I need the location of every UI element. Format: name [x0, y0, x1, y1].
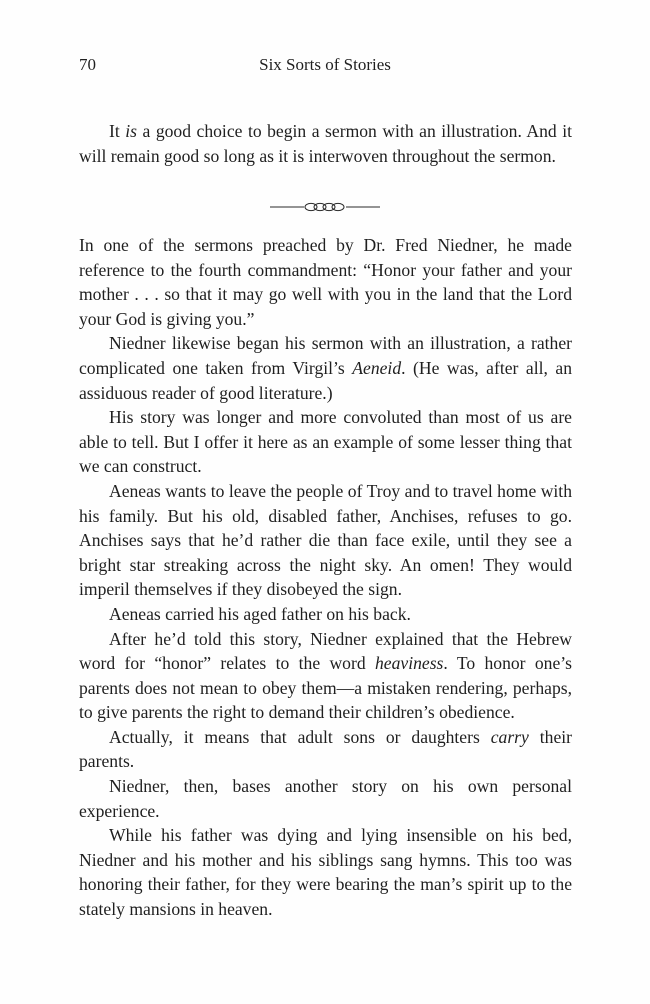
paragraph: It is a good choice to begin a sermon with an illustration. And it will remain good so long as it is interwoven throughout the sermon.	[79, 121, 572, 166]
main-text	[79, 233, 572, 922]
paragraph: Aeneas wants to leave the people of Troy and to travel home with his family. But his old, disabled father, Anchises, refuses to go. Anchises says that he’d rather die than face exile, until they see a bright star streaking across the night sky. An omen! They would imperil themselves if they disobeyed the sign.	[79, 480, 572, 600]
opening-text	[79, 119, 572, 168]
running-title: Six Sorts of Stories	[259, 55, 391, 74]
paragraph: Niedner, then, bases another story on his own personal experience.	[79, 776, 572, 821]
paragraph: Aeneas carried his aged father on his back.	[109, 603, 411, 624]
paragraph: After he’d told this story, Niedner explained that the Hebrew word for “honor” relates to the word heaviness. To honor one’s parents does not mean to obey them—a mistaken rendering, perhaps, to give parents the right to demand their children’s obedience.	[79, 628, 572, 723]
paragraph: Niedner likewise began his sermon with an illustration, a rather complicated one taken from Virgil’s Aeneid. (He was, after all, an assiduous reader of good literature.)	[79, 333, 572, 403]
paragraph: While his father was dying and lying insensible on his bed, Niedner and his mother and his siblings sang hymns. This too was honoring their father, for they were bearing the man’s spirit up to the stately mansions in heaven.	[79, 825, 572, 920]
paragraph: Actually, it means that adult sons or daughters carry their parents.	[79, 726, 572, 772]
running-head	[79, 55, 571, 79]
paragraph: In one of the sermons preached by Dr. Fred Niedner, he made reference to the fourth commandment: “Honor your father and your mother . . . so that it may go well with you in the land that the Lord your God is giving you.”	[79, 235, 572, 329]
page-number: 70	[79, 55, 96, 74]
paragraph: His story was longer and more convoluted than most of us are able to tell. But I offer it here as an example of some lesser thing that we can construct.	[79, 407, 572, 477]
section-break-ornament-icon	[270, 198, 380, 216]
